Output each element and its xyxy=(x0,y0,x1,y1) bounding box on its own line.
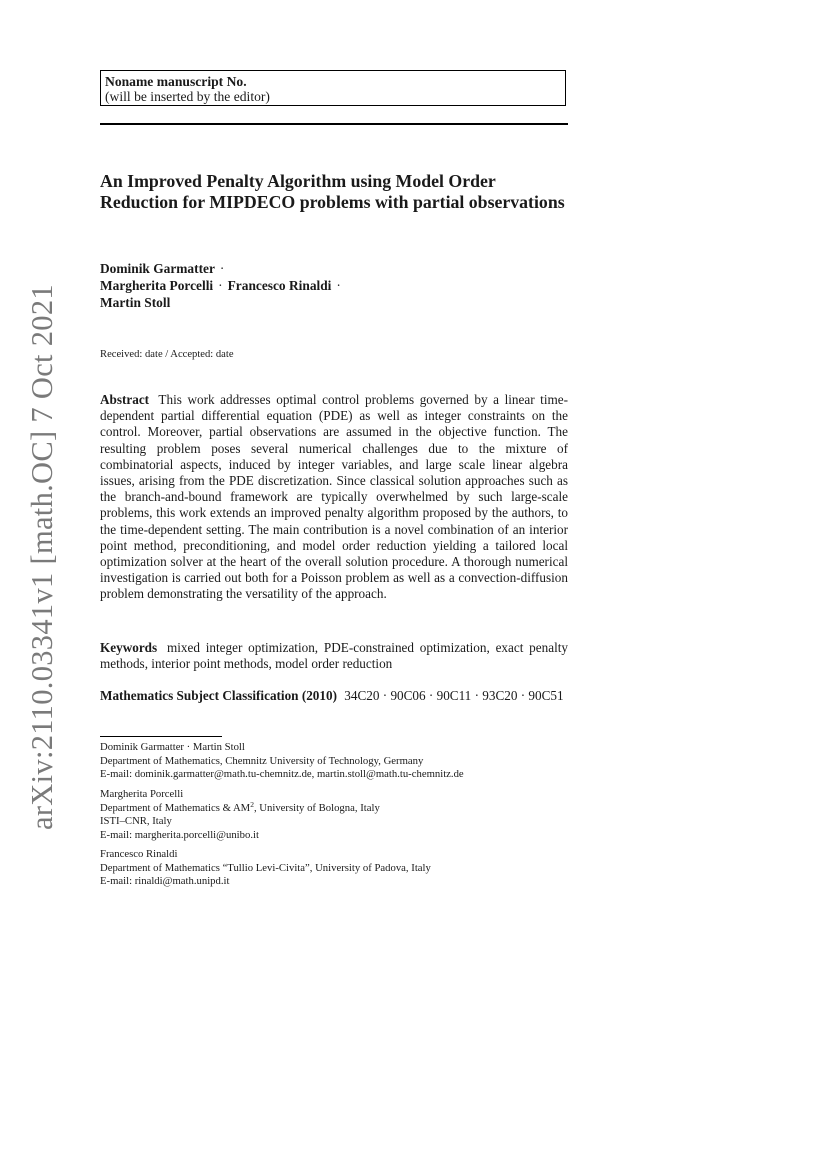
affiliation-names: Francesco Rinaldi xyxy=(100,848,178,860)
author-name: Francesco Rinaldi xyxy=(227,278,332,293)
msc-label: Mathematics Subject Classification (2010) xyxy=(100,688,337,703)
affiliation-department: Department of Mathematics, Chemnitz University of Technology, Germany xyxy=(100,754,424,767)
manuscript-header-box xyxy=(100,70,566,106)
affiliation-department: Department of Mathematics “Tullio Levi-Civita”, University of Padova, Italy xyxy=(100,861,431,874)
paper-title: An Improved Penalty Algorithm using Model Order Reduction for MIPDECO problems with partial observations xyxy=(100,171,565,212)
manuscript-number-label: Noname manuscript No. xyxy=(105,74,247,89)
author-separator: · xyxy=(218,278,223,293)
author-separator: · xyxy=(219,261,225,276)
received-accepted-date: Received: date / Accepted: date xyxy=(100,349,234,360)
author-name: Margherita Porcelli xyxy=(100,278,214,293)
keywords-text: mixed integer optimization, PDE-constrained optimization, exact penalty methods, interior point methods, model order reduction xyxy=(100,640,569,672)
author-separator: · xyxy=(336,278,341,293)
affiliation-email: E-mail: margherita.porcelli@unibo.it xyxy=(100,828,259,841)
editor-note: (will be inserted by the editor) xyxy=(105,89,270,104)
affiliation-block xyxy=(100,848,570,889)
arxiv-identifier-stamp: arXiv:2110.03341v1 [math.OC] 7 Oct 2021 xyxy=(25,284,59,830)
msc-codes: 34C20 · 90C06 · 90C11 · 93C20 · 90C51 xyxy=(344,688,564,703)
author-name: Martin Stoll xyxy=(100,295,171,310)
affiliation-institute: ISTI–CNR, Italy xyxy=(100,815,172,828)
author-name: Dominik Garmatter xyxy=(100,261,215,276)
abstract-label: Abstract xyxy=(100,392,150,407)
keywords-label: Keywords xyxy=(100,640,158,655)
affiliation-department xyxy=(100,799,570,816)
department-university: , University of Bologna, Italy xyxy=(253,801,380,814)
affiliation-names: Margherita Porcelli xyxy=(100,788,184,800)
superscript: 2 xyxy=(250,799,254,809)
affiliation-email: E-mail: dominik.garmatter@math.tu-chemnitz.de, martin.stoll@math.tu-chemnitz.de xyxy=(100,768,464,781)
keywords-section xyxy=(100,640,568,672)
affiliation-names: Dominik Garmatter · Martin Stoll xyxy=(100,741,245,753)
affiliation-block xyxy=(100,788,570,842)
affiliation-block xyxy=(100,741,570,782)
footnote-rule xyxy=(100,736,222,737)
author-list xyxy=(100,260,570,311)
abstract-text: This work addresses optimal control problems governed by a linear time-dependent partial differential equation (PDE) as well as integer constraints on the control. Moreover, partial observations are assumed in the objective function. The resulting problem poses several numerical challenges due to the mixture of combinatorial aspects, induced by integer variables, and large scale linear algebra issues, arising from the PDE discretization. Since classical solution approaches such as the branch-and-bound framework are typically overwhelmed by such large-scale problems, this work extends an improved penalty algorithm proposed by the authors, to the time-dependent setting. The main contribution is a novel combination of an interior point method, preconditioning, and model order reduction yielding a tailored local optimization solver at the heart of the overall solution procedure. A thorough numerical investigation is carried out both for a Poisson problem as well as a convection-diffusion problem demonstrating the versatility of the approach. xyxy=(100,392,568,602)
department-name: Department of Mathematics & AM xyxy=(100,801,251,814)
header-rule xyxy=(100,123,568,125)
affiliation-email: E-mail: rinaldi@math.unipd.it xyxy=(100,875,230,888)
msc-section xyxy=(100,688,568,704)
abstract-section xyxy=(100,392,568,603)
